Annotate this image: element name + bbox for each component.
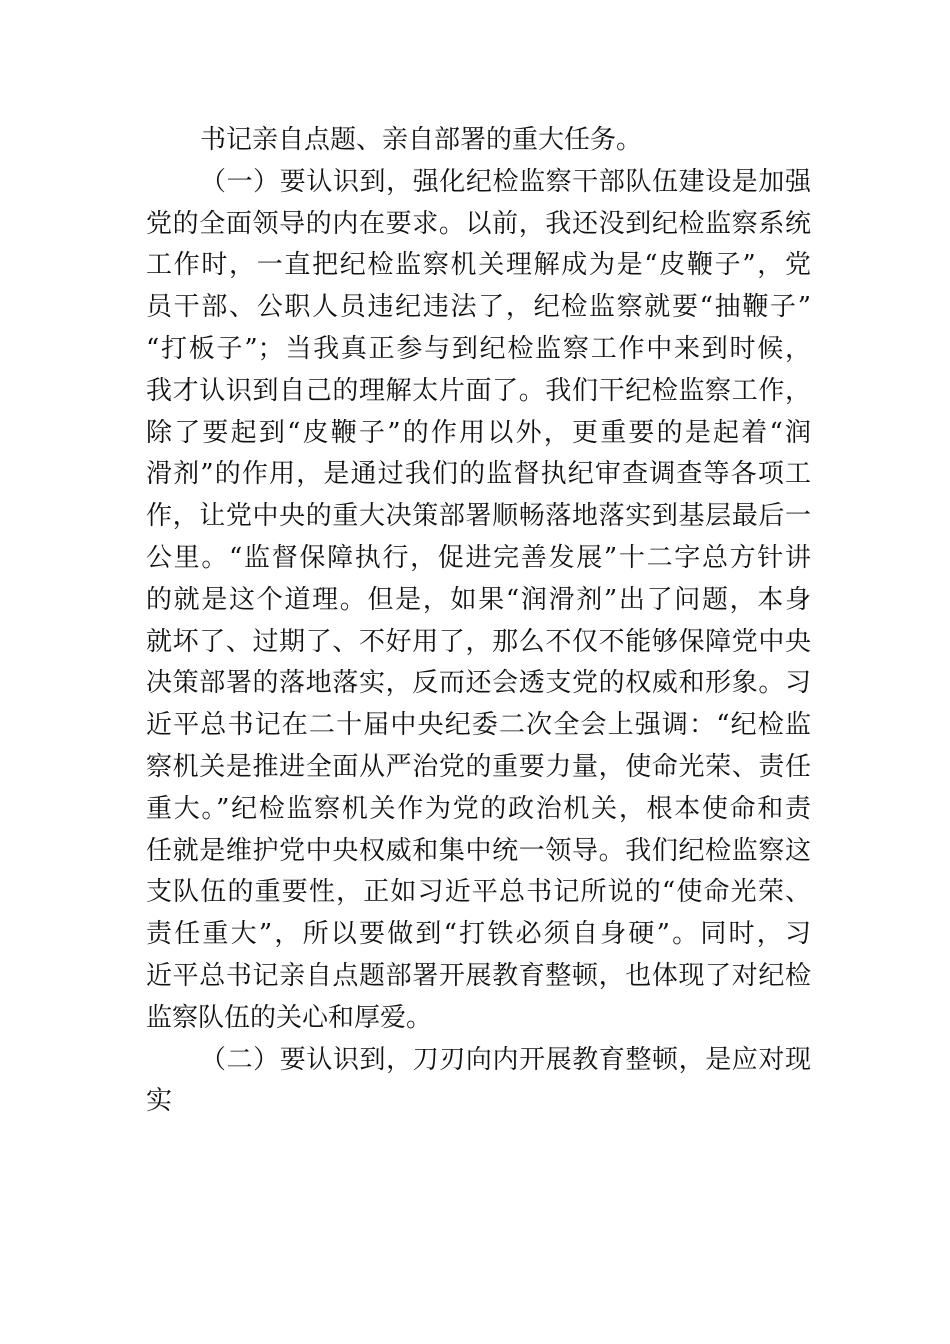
text-line: 责任重大”，所以要做到“打铁必须自身硬”。同时，习 <box>146 919 811 950</box>
text-line: 决策部署的落地落实，反而还会透支党的权威和形象。习 <box>146 668 811 699</box>
text-line: （二）要认识到，刀刃向内开展教育整顿，是应对现 <box>200 1044 811 1075</box>
text-line: 的就是这个道理。但是，如果“润滑剂”出了问题，本身 <box>146 584 811 615</box>
text-line: 书记亲自点题、亲自部署的重大任务。 <box>200 125 643 155</box>
text-line: 察机关是推进全面从严治党的重要力量，使命光荣、责任 <box>146 751 811 782</box>
text-line: （一）要认识到，强化纪检监察干部队伍建设是加强 <box>200 166 811 197</box>
text-line: 除了要起到“皮鞭子”的作用以外，更重要的是起着“润 <box>146 417 811 448</box>
text-line: 党的全面领导的内在要求。以前，我还没到纪检监察系统 <box>146 208 811 239</box>
text-line: 近平总书记在二十届中央纪委二次全会上强调：“纪检监 <box>146 710 811 741</box>
text-line: 滑剂”的作用，是通过我们的监督执纪审查调查等各项工 <box>146 459 811 490</box>
text-line: 任就是维护党中央权威和集中统一领导。我们纪检监察这 <box>146 835 811 866</box>
text-line: 监察队伍的关心和厚爱。 <box>146 1002 433 1033</box>
text-line: 就坏了、过期了、不好用了，那么不仅不能够保障党中央 <box>146 626 811 657</box>
text-line: 作，让党中央的重大决策部署顺畅落地落实到基层最后一 <box>146 501 811 532</box>
text-line: “打板子”；当我真正参与到纪检监察工作中来到时候， <box>146 333 811 364</box>
text-line: 重大。”纪检监察机关作为党的政治机关，根本使命和责 <box>146 793 811 824</box>
text-line: 实 <box>146 1086 173 1117</box>
text-line: 公里。“监督保障执行，促进完善发展”十二字总方针讲 <box>146 542 811 573</box>
text-line: 员干部、公职人员违纪违法了，纪检监察就要“抽鞭子” <box>146 292 811 323</box>
text-line: 工作时，一直把纪检监察机关理解成为是“皮鞭子”，党 <box>146 250 811 281</box>
document-body <box>146 120 811 1123</box>
text-line: 近平总书记亲自点题部署开展教育整顿，也体现了对纪检 <box>146 960 811 991</box>
text-line: 支队伍的重要性，正如习近平总书记所说的“使命光荣、 <box>146 877 811 908</box>
text-line: 我才认识到自己的理解太片面了。我们干纪检监察工作， <box>146 375 811 406</box>
